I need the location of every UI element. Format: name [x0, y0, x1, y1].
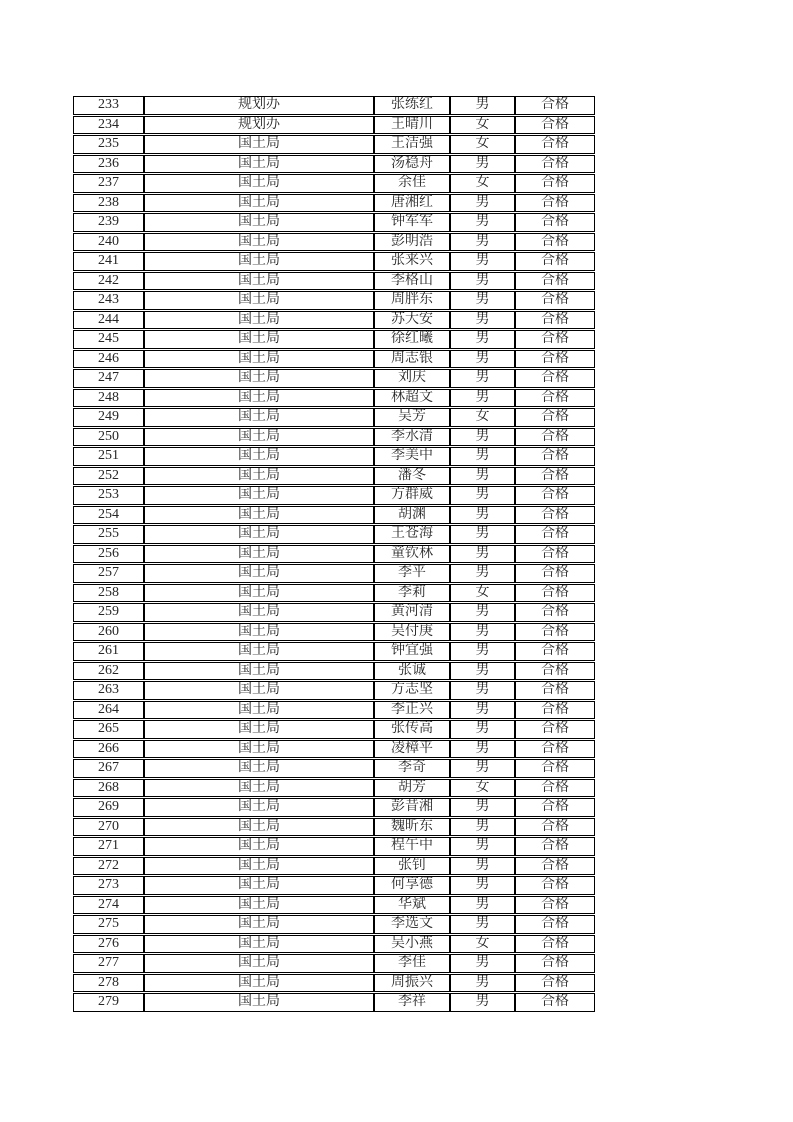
table-row	[73, 837, 595, 856]
name-cell: 苏大安	[374, 311, 450, 330]
table-row	[73, 779, 595, 798]
gender-cell: 男	[450, 896, 515, 915]
gender-cell: 男	[450, 681, 515, 700]
serial-number-cell: 236	[73, 155, 144, 174]
department-cell: 国土局	[144, 408, 374, 427]
table-row	[73, 915, 595, 934]
results-table-body	[73, 96, 595, 1012]
table-row	[73, 174, 595, 193]
table-row	[73, 642, 595, 661]
gender-cell: 男	[450, 506, 515, 525]
serial-number-cell: 239	[73, 213, 144, 232]
serial-number-cell: 251	[73, 447, 144, 466]
department-cell: 国土局	[144, 935, 374, 954]
department-cell: 国土局	[144, 311, 374, 330]
name-cell: 钟军军	[374, 213, 450, 232]
name-cell: 方志坚	[374, 681, 450, 700]
result-cell: 合格	[515, 720, 595, 739]
serial-number-cell: 248	[73, 389, 144, 408]
result-cell: 合格	[515, 564, 595, 583]
serial-number-cell: 242	[73, 272, 144, 291]
gender-cell: 男	[450, 428, 515, 447]
name-cell: 李佳	[374, 954, 450, 973]
table-row	[73, 155, 595, 174]
table-row	[73, 584, 595, 603]
serial-number-cell: 260	[73, 623, 144, 642]
gender-cell: 男	[450, 564, 515, 583]
serial-number-cell: 267	[73, 759, 144, 778]
department-cell: 国土局	[144, 993, 374, 1012]
table-row	[73, 194, 595, 213]
serial-number-cell: 254	[73, 506, 144, 525]
name-cell: 吴付庚	[374, 623, 450, 642]
name-cell: 周胖东	[374, 291, 450, 310]
gender-cell: 女	[450, 174, 515, 193]
serial-number-cell: 262	[73, 662, 144, 681]
department-cell: 国土局	[144, 155, 374, 174]
department-cell: 国土局	[144, 837, 374, 856]
result-cell: 合格	[515, 233, 595, 252]
table-row	[73, 603, 595, 622]
result-cell: 合格	[515, 369, 595, 388]
serial-number-cell: 244	[73, 311, 144, 330]
department-cell: 国土局	[144, 564, 374, 583]
name-cell: 彭明浩	[374, 233, 450, 252]
gender-cell: 男	[450, 96, 515, 115]
result-cell: 合格	[515, 486, 595, 505]
table-row	[73, 974, 595, 993]
gender-cell: 女	[450, 408, 515, 427]
result-cell: 合格	[515, 213, 595, 232]
serial-number-cell: 235	[73, 135, 144, 154]
name-cell: 周志银	[374, 350, 450, 369]
result-cell: 合格	[515, 311, 595, 330]
gender-cell: 男	[450, 837, 515, 856]
serial-number-cell: 252	[73, 467, 144, 486]
result-cell: 合格	[515, 681, 595, 700]
serial-number-cell: 256	[73, 545, 144, 564]
name-cell: 李莉	[374, 584, 450, 603]
table-row	[73, 311, 595, 330]
table-row	[73, 720, 595, 739]
table-row	[73, 759, 595, 778]
serial-number-cell: 264	[73, 701, 144, 720]
serial-number-cell: 269	[73, 798, 144, 817]
name-cell: 李奇	[374, 759, 450, 778]
gender-cell: 男	[450, 213, 515, 232]
table-row	[73, 96, 595, 115]
name-cell: 王洁强	[374, 135, 450, 154]
department-cell: 国土局	[144, 174, 374, 193]
department-cell: 规划办	[144, 96, 374, 115]
table-row	[73, 135, 595, 154]
serial-number-cell: 238	[73, 194, 144, 213]
serial-number-cell: 261	[73, 642, 144, 661]
table-row	[73, 935, 595, 954]
department-cell: 国土局	[144, 720, 374, 739]
serial-number-cell: 268	[73, 779, 144, 798]
result-cell: 合格	[515, 96, 595, 115]
gender-cell: 女	[450, 935, 515, 954]
department-cell: 国土局	[144, 486, 374, 505]
department-cell: 国土局	[144, 915, 374, 934]
name-cell: 张练红	[374, 96, 450, 115]
gender-cell: 男	[450, 311, 515, 330]
table-row	[73, 701, 595, 720]
table-row	[73, 506, 595, 525]
gender-cell: 女	[450, 135, 515, 154]
serial-number-cell: 265	[73, 720, 144, 739]
gender-cell: 男	[450, 993, 515, 1012]
result-cell: 合格	[515, 584, 595, 603]
serial-number-cell: 263	[73, 681, 144, 700]
table-row	[73, 233, 595, 252]
gender-cell: 男	[450, 447, 515, 466]
department-cell: 国土局	[144, 818, 374, 837]
name-cell: 余佳	[374, 174, 450, 193]
gender-cell: 男	[450, 467, 515, 486]
department-cell: 国土局	[144, 428, 374, 447]
table-row	[73, 662, 595, 681]
table-row	[73, 350, 595, 369]
serial-number-cell: 255	[73, 525, 144, 544]
table-row	[73, 818, 595, 837]
name-cell: 刘庆	[374, 369, 450, 388]
table-row	[73, 896, 595, 915]
name-cell: 魏昕东	[374, 818, 450, 837]
department-cell: 国土局	[144, 389, 374, 408]
result-cell: 合格	[515, 896, 595, 915]
gender-cell: 男	[450, 291, 515, 310]
result-cell: 合格	[515, 408, 595, 427]
result-cell: 合格	[515, 350, 595, 369]
name-cell: 李正兴	[374, 701, 450, 720]
table-row	[73, 954, 595, 973]
name-cell: 彭昔湘	[374, 798, 450, 817]
serial-number-cell: 276	[73, 935, 144, 954]
result-cell: 合格	[515, 701, 595, 720]
serial-number-cell: 277	[73, 954, 144, 973]
name-cell: 方群威	[374, 486, 450, 505]
serial-number-cell: 241	[73, 252, 144, 271]
department-cell: 国土局	[144, 545, 374, 564]
result-cell: 合格	[515, 291, 595, 310]
gender-cell: 男	[450, 389, 515, 408]
serial-number-cell: 266	[73, 740, 144, 759]
name-cell: 张来兴	[374, 252, 450, 271]
table-row	[73, 369, 595, 388]
table-row	[73, 857, 595, 876]
result-cell: 合格	[515, 915, 595, 934]
department-cell: 国土局	[144, 603, 374, 622]
gender-cell: 男	[450, 623, 515, 642]
result-cell: 合格	[515, 428, 595, 447]
result-cell: 合格	[515, 194, 595, 213]
department-cell: 国土局	[144, 525, 374, 544]
gender-cell: 男	[450, 155, 515, 174]
department-cell: 国土局	[144, 974, 374, 993]
serial-number-cell: 237	[73, 174, 144, 193]
gender-cell: 男	[450, 915, 515, 934]
table-row	[73, 330, 595, 349]
name-cell: 黄河清	[374, 603, 450, 622]
gender-cell: 男	[450, 252, 515, 271]
serial-number-cell: 249	[73, 408, 144, 427]
serial-number-cell: 240	[73, 233, 144, 252]
table-row	[73, 486, 595, 505]
table-row	[73, 213, 595, 232]
gender-cell: 男	[450, 720, 515, 739]
gender-cell: 男	[450, 369, 515, 388]
result-cell: 合格	[515, 974, 595, 993]
result-cell: 合格	[515, 642, 595, 661]
result-cell: 合格	[515, 174, 595, 193]
table-row	[73, 272, 595, 291]
serial-number-cell: 279	[73, 993, 144, 1012]
result-cell: 合格	[515, 798, 595, 817]
name-cell: 程午中	[374, 837, 450, 856]
result-cell: 合格	[515, 818, 595, 837]
table-row	[73, 525, 595, 544]
department-cell: 国土局	[144, 954, 374, 973]
department-cell: 国土局	[144, 779, 374, 798]
department-cell: 国土局	[144, 506, 374, 525]
department-cell: 国土局	[144, 662, 374, 681]
result-cell: 合格	[515, 993, 595, 1012]
name-cell: 何享德	[374, 876, 450, 895]
table-row	[73, 389, 595, 408]
result-cell: 合格	[515, 545, 595, 564]
department-cell: 国土局	[144, 623, 374, 642]
gender-cell: 女	[450, 116, 515, 135]
department-cell: 国土局	[144, 330, 374, 349]
department-cell: 国土局	[144, 233, 374, 252]
result-cell: 合格	[515, 662, 595, 681]
gender-cell: 男	[450, 759, 515, 778]
name-cell: 童钦林	[374, 545, 450, 564]
department-cell: 国土局	[144, 701, 374, 720]
name-cell: 钟宜强	[374, 642, 450, 661]
serial-number-cell: 234	[73, 116, 144, 135]
table-row	[73, 564, 595, 583]
table-row	[73, 447, 595, 466]
name-cell: 王晴川	[374, 116, 450, 135]
department-cell: 国土局	[144, 759, 374, 778]
gender-cell: 男	[450, 740, 515, 759]
serial-number-cell: 259	[73, 603, 144, 622]
name-cell: 凌樟平	[374, 740, 450, 759]
result-cell: 合格	[515, 857, 595, 876]
serial-number-cell: 243	[73, 291, 144, 310]
result-cell: 合格	[515, 116, 595, 135]
serial-number-cell: 275	[73, 915, 144, 934]
table-row	[73, 428, 595, 447]
gender-cell: 男	[450, 798, 515, 817]
serial-number-cell: 273	[73, 876, 144, 895]
name-cell: 李平	[374, 564, 450, 583]
name-cell: 潘冬	[374, 467, 450, 486]
name-cell: 林超文	[374, 389, 450, 408]
serial-number-cell: 233	[73, 96, 144, 115]
name-cell: 张诚	[374, 662, 450, 681]
department-cell: 国土局	[144, 857, 374, 876]
department-cell: 国土局	[144, 369, 374, 388]
gender-cell: 男	[450, 974, 515, 993]
gender-cell: 女	[450, 584, 515, 603]
table-row	[73, 116, 595, 135]
result-cell: 合格	[515, 779, 595, 798]
name-cell: 胡芳	[374, 779, 450, 798]
gender-cell: 男	[450, 545, 515, 564]
department-cell: 国土局	[144, 740, 374, 759]
result-cell: 合格	[515, 759, 595, 778]
gender-cell: 男	[450, 857, 515, 876]
serial-number-cell: 274	[73, 896, 144, 915]
gender-cell: 男	[450, 603, 515, 622]
name-cell: 徐红曦	[374, 330, 450, 349]
name-cell: 李美中	[374, 447, 450, 466]
serial-number-cell: 270	[73, 818, 144, 837]
result-cell: 合格	[515, 330, 595, 349]
name-cell: 王苍海	[374, 525, 450, 544]
gender-cell: 男	[450, 818, 515, 837]
serial-number-cell: 246	[73, 350, 144, 369]
serial-number-cell: 271	[73, 837, 144, 856]
gender-cell: 男	[450, 330, 515, 349]
table-row	[73, 993, 595, 1012]
name-cell: 张钊	[374, 857, 450, 876]
table-row	[73, 252, 595, 271]
gender-cell: 男	[450, 272, 515, 291]
department-cell: 国土局	[144, 272, 374, 291]
name-cell: 李选文	[374, 915, 450, 934]
department-cell: 国土局	[144, 447, 374, 466]
name-cell: 汤稳舟	[374, 155, 450, 174]
serial-number-cell: 247	[73, 369, 144, 388]
serial-number-cell: 258	[73, 584, 144, 603]
table-row	[73, 740, 595, 759]
gender-cell: 男	[450, 954, 515, 973]
department-cell: 国土局	[144, 896, 374, 915]
serial-number-cell: 253	[73, 486, 144, 505]
gender-cell: 女	[450, 779, 515, 798]
result-cell: 合格	[515, 467, 595, 486]
table-row	[73, 545, 595, 564]
gender-cell: 男	[450, 876, 515, 895]
name-cell: 吴小燕	[374, 935, 450, 954]
result-cell: 合格	[515, 740, 595, 759]
name-cell: 胡渊	[374, 506, 450, 525]
name-cell: 李格山	[374, 272, 450, 291]
gender-cell: 男	[450, 642, 515, 661]
gender-cell: 男	[450, 194, 515, 213]
result-cell: 合格	[515, 135, 595, 154]
result-cell: 合格	[515, 623, 595, 642]
name-cell: 李水清	[374, 428, 450, 447]
result-cell: 合格	[515, 954, 595, 973]
gender-cell: 男	[450, 662, 515, 681]
serial-number-cell: 250	[73, 428, 144, 447]
department-cell: 国土局	[144, 350, 374, 369]
gender-cell: 男	[450, 525, 515, 544]
result-cell: 合格	[515, 603, 595, 622]
department-cell: 国土局	[144, 252, 374, 271]
department-cell: 国土局	[144, 135, 374, 154]
table-row	[73, 681, 595, 700]
department-cell: 国土局	[144, 467, 374, 486]
serial-number-cell: 245	[73, 330, 144, 349]
result-cell: 合格	[515, 447, 595, 466]
result-cell: 合格	[515, 876, 595, 895]
name-cell: 张传高	[374, 720, 450, 739]
department-cell: 国土局	[144, 584, 374, 603]
table-row	[73, 291, 595, 310]
table-row	[73, 467, 595, 486]
result-cell: 合格	[515, 837, 595, 856]
department-cell: 国土局	[144, 681, 374, 700]
result-cell: 合格	[515, 252, 595, 271]
gender-cell: 男	[450, 701, 515, 720]
result-cell: 合格	[515, 389, 595, 408]
serial-number-cell: 278	[73, 974, 144, 993]
serial-number-cell: 257	[73, 564, 144, 583]
gender-cell: 男	[450, 486, 515, 505]
department-cell: 国土局	[144, 194, 374, 213]
gender-cell: 男	[450, 233, 515, 252]
name-cell: 李祥	[374, 993, 450, 1012]
result-cell: 合格	[515, 155, 595, 174]
department-cell: 规划办	[144, 116, 374, 135]
results-table	[73, 95, 595, 1013]
document-page	[73, 95, 595, 1013]
name-cell: 华斌	[374, 896, 450, 915]
result-cell: 合格	[515, 525, 595, 544]
department-cell: 国土局	[144, 213, 374, 232]
name-cell: 唐湘红	[374, 194, 450, 213]
department-cell: 国土局	[144, 642, 374, 661]
department-cell: 国土局	[144, 291, 374, 310]
table-row	[73, 408, 595, 427]
table-row	[73, 876, 595, 895]
result-cell: 合格	[515, 506, 595, 525]
department-cell: 国土局	[144, 876, 374, 895]
department-cell: 国土局	[144, 798, 374, 817]
table-row	[73, 798, 595, 817]
name-cell: 周振兴	[374, 974, 450, 993]
result-cell: 合格	[515, 272, 595, 291]
serial-number-cell: 272	[73, 857, 144, 876]
name-cell: 吴芳	[374, 408, 450, 427]
gender-cell: 男	[450, 350, 515, 369]
result-cell: 合格	[515, 935, 595, 954]
table-row	[73, 623, 595, 642]
